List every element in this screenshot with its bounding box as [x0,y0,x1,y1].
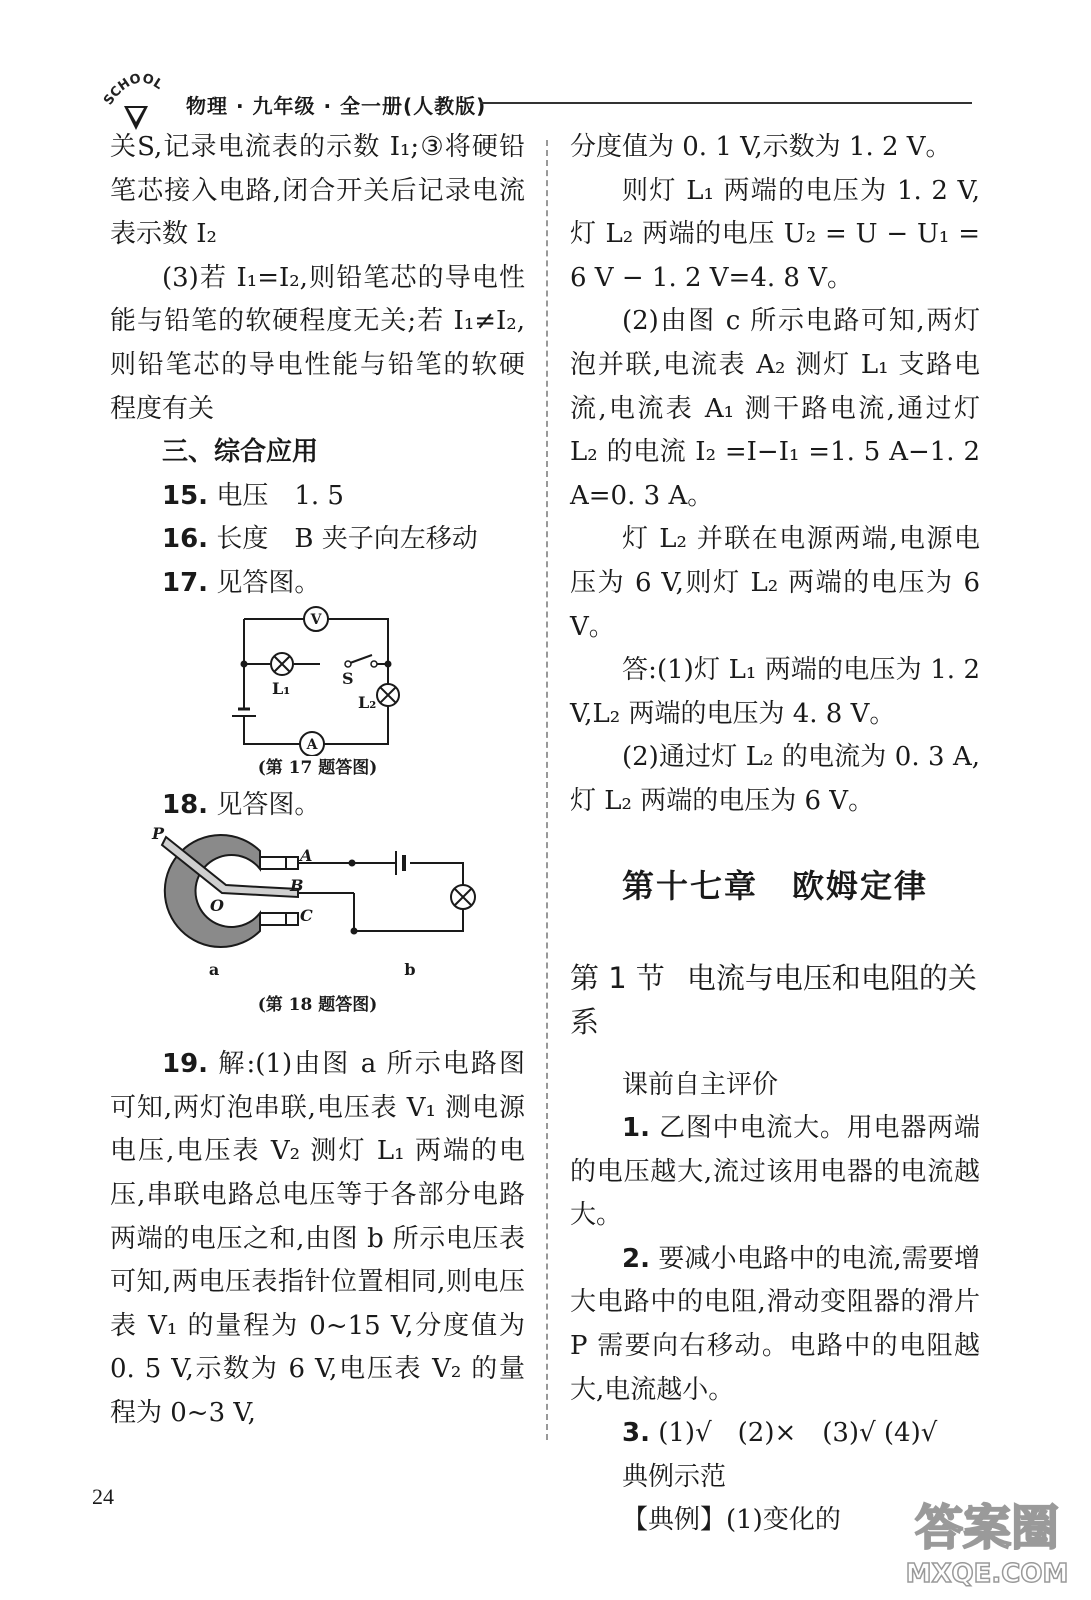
terminal-b-label: B [290,876,304,896]
answer-2 [570,1238,980,1412]
lamp-l1-label: L₁ [272,678,291,698]
answer-paragraph: 则灯 L₁ 两端的电压为 1. 2 V,灯 L₂ 两端的电压 U₂ = U − U₁ = 6 V − 1. 2 V=4. 8 V。 [570,175,980,293]
section-heading: 三、综合应用 [162,437,319,468]
slider-p-label: P [152,827,165,844]
question-number: 16. [162,524,209,555]
page-header [100,72,980,122]
subheading: 课前自主评价 [622,1069,779,1100]
answer-paragraph: (3)若 I₁=I₂,则铅笔芯的导电性能与铅笔的软硬程度无关;若 I₁≠I₂,则铅笔芯的导电性能与铅笔的软硬程度有关 [110,262,525,424]
subfigure-b-label: b [404,960,416,980]
figure-18 [110,827,525,1043]
answer-continuation: 分度值为 0. 1 V,示数为 1. 2 V。 [570,132,952,162]
answer-1 [570,1107,980,1238]
figure-17 [110,606,525,784]
circuit-diagram-17 [110,606,525,756]
answer-text: 长度 B 夹子向左移动 [208,524,478,555]
question-number: 17. [162,567,209,598]
answer-19 [110,1043,525,1435]
answer-text: (1)√ (2)× (3)√ (4)√ [649,1418,938,1449]
answer-text: 见答图。 [208,789,321,820]
voltmeter-label: V [310,611,322,628]
left-column [110,126,525,1435]
answer-paragraph: 答:(1)灯 L₁ 两端的电压为 1. 2 V,L₂ 两端的电压为 4. 8 V。 [570,655,980,729]
answer-17 [110,562,525,606]
column-divider [546,140,548,1440]
answer-text: 解:(1)由图 a 所示电路图可知,两灯泡串联,电压表 V₁ 测电源电压,电压表 V₂ 测灯 L₁ 两端的电压,串联电路总电压等于各部分电路两端的电压之和,由图 b 所示电压表可知,两电压表指针位置相同,则电压表 V₁ 的量程为 0~15 V,分度值为 0. 5 V,示数为 6 V,电压表 V₂ 的量程为 0~3 V, [110,1049,525,1428]
figure-caption: (第 18 题答图) [257,995,378,1016]
book-title: 物理 · 九年级 · 全一册(人教版) [186,94,487,118]
question-number: 1. [622,1113,650,1144]
question-number: 2. [622,1243,650,1274]
watermark-logo [892,1490,1082,1590]
lamp-l2-label: L₂ [358,692,377,712]
answer-18 [110,784,525,828]
page-number: 24 [92,1484,114,1509]
terminal-c-label: C [300,906,313,926]
chapter-title: 第十七章 欧姆定律 [621,866,928,905]
answer-paragraph: (2)由图 c 所示电路可知,两灯泡并联,电流表 A₂ 测灯 L₁ 支路电流,电流表 A₁ 测干路电流,通过灯 L₂ 的电流 I₂ =I−I₁ =1. 5 A−1. 2 A=0. 3 A。 [570,306,980,511]
switch-label: S [342,668,354,688]
terminal-a-label: A [300,846,313,866]
answer-3 [570,1412,980,1456]
section-number: 第 1 节 [570,960,665,995]
answer-text: 电压 1. 5 [208,480,344,511]
answer-paragraph: 灯 L₂ 并联在电源两端,电源电压为 6 V,则灯 L₂ 两端的电压为 6 V。 [570,524,980,642]
right-column [570,126,980,1543]
watermark-url: MXQE.COM [905,1559,1069,1589]
pivot-o-label: O [210,896,224,916]
example-line: 【典例】(1)变化的 [622,1505,841,1536]
school-logo-icon [100,72,170,134]
rheostat-diagram-18 [110,827,525,1007]
question-number: 3. [622,1418,650,1449]
watermark-text: 答案圈 [914,1500,1060,1556]
answer-text: 见答图。 [208,567,321,598]
question-number: 18. [162,789,209,820]
question-number: 15. [162,480,209,511]
answer-15 [110,475,525,519]
section-name: 电流与电压和电阻的关系 [570,960,977,1039]
answer-text: 乙图中电流大。用电器两端的电压越大,流过该用电器的电流越大。 [570,1113,980,1231]
section-title [570,956,980,1044]
ammeter-label: A [306,736,318,753]
svg-text:SCHOOL [101,72,165,108]
answer-text: 要减小电路中的电流,需要增大电路中的电阻,滑动变阻器的滑片 P 需要向右移动。电路中的电阻越大,电流越小。 [570,1243,980,1405]
subheading: 典例示范 [622,1461,727,1492]
answer-continuation: 关S,记录电流表的示数 I₁;③将硬铅笔芯接入电路,闭合开关后记录电流表示数 I₂ [110,132,525,250]
header-rule [480,102,972,104]
logo-text: SCHOOL [101,72,166,109]
question-number: 19. [162,1049,209,1080]
answer-paragraph: (2)通过灯 L₂ 的电流为 0. 3 A,灯 L₂ 两端的电压为 6 V。 [570,742,980,816]
answer-16 [110,518,525,562]
figure-caption: (第 17 题答图) [257,757,378,778]
subfigure-a-label: a [208,960,220,980]
